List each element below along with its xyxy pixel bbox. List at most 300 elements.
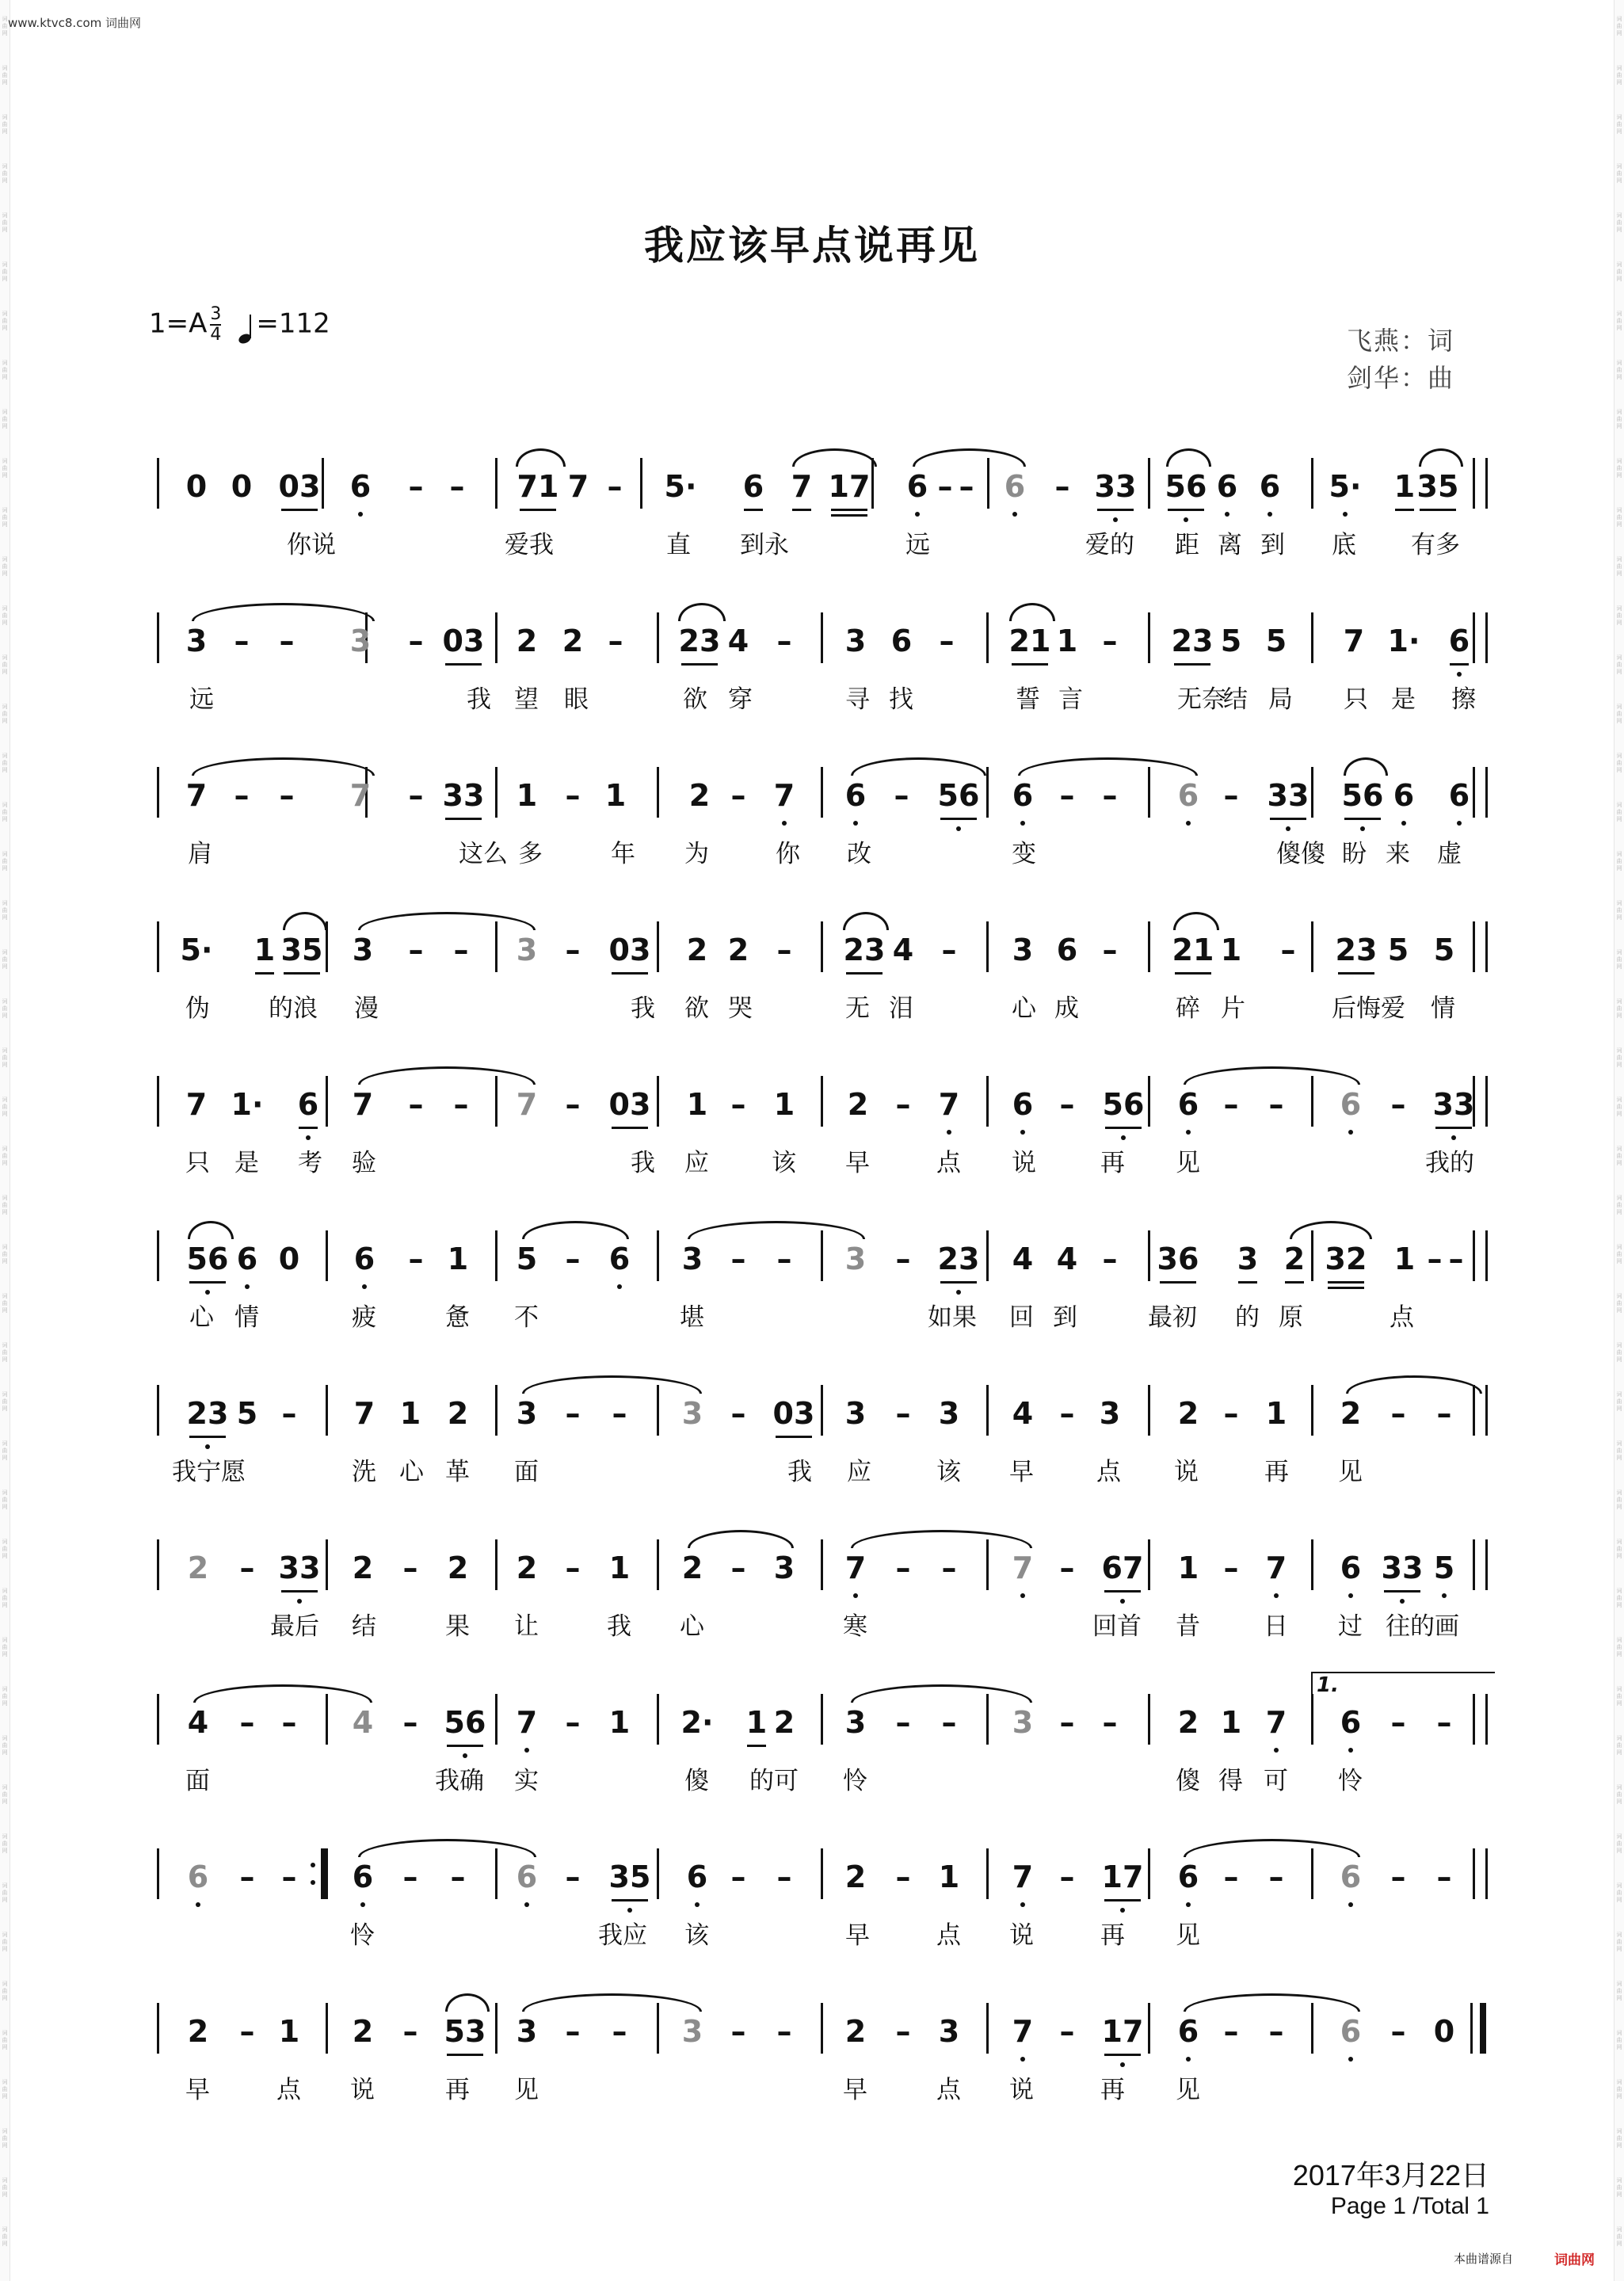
jianpu-note: 2 [773,1705,795,1740]
bar-line [986,1076,989,1127]
underline-beam [1384,1590,1420,1593]
jianpu-note: 6 [352,1860,374,1894]
lyric-text: 昔 [1176,1612,1200,1641]
margin-watermark-char: 词 [1616,654,1622,661]
margin-watermark-char: 词 [1616,1146,1622,1152]
bar-line [1148,1848,1150,1899]
margin-watermark-char: 曲 [2,1202,8,1208]
tie-slur [1184,1066,1360,1085]
underline-beam [612,1899,648,1901]
jianpu-note: 7 [352,1087,374,1122]
tie-slur [792,448,877,467]
underline-beam [1338,972,1374,975]
low-octave-dot [360,1902,365,1907]
jianpu-note: 6 [1259,469,1281,504]
jianpu-note: 3 [681,2014,703,2049]
bar-line [1485,1076,1488,1127]
lyric-text: 傻 [684,1767,709,1795]
underline-beam [189,1436,226,1438]
tie-slur [1166,448,1211,467]
bar-line [157,1539,159,1590]
lyric-text: 见 [1338,1458,1363,1486]
tie-slur [1173,912,1219,930]
bar-line [821,921,823,972]
lyric-text: 爱的 [1085,531,1134,559]
lyric-text: 为 [684,840,709,868]
lyric-text: 我 [607,1612,631,1641]
jianpu-note: 35 [280,933,323,967]
margin-watermark-char: 词 [1616,1932,1622,1938]
underline-beam [284,972,320,975]
margin-watermark-char: 词 [2,1637,8,1643]
margin-watermark-char: 网 [2,816,8,822]
margin-watermark-char: 曲 [1616,1251,1622,1257]
repeat-dot [311,1863,315,1867]
margin-watermark-char: 曲 [2,2037,8,2043]
dash-note: – [1059,1396,1075,1431]
bar-line [986,1385,989,1436]
margin-watermark-char: 网 [1616,472,1622,479]
margin-watermark-char: 词 [2,2079,8,2085]
lyric-text: 你说 [287,531,336,559]
margin-watermark-char: 曲 [1616,1104,1622,1110]
underline-beam [281,1590,318,1593]
site-header[interactable]: www.ktvc8.com 词曲网 [8,16,142,30]
dash-note: – [1390,1087,1406,1122]
margin-watermark-char: 网 [1616,1553,1622,1559]
underline-beam [445,818,482,820]
margin-watermark-char: 曲 [1616,1202,1622,1208]
bar-line [821,1539,823,1590]
lyric-text: 结 [1223,685,1248,714]
bar-line [821,1848,823,1899]
margin-watermark-char: 词 [2,2177,8,2184]
jianpu-note: 2 [681,1551,703,1585]
jianpu-note: 7 [516,1087,538,1122]
jianpu-note: 1 [1220,933,1242,967]
margin-watermark-char: 曲 [2,1398,8,1405]
low-octave-dot [853,1593,858,1598]
margin-watermark-char: 曲 [1616,662,1622,668]
dash-note: – [565,1705,581,1740]
lyric-text: 只 [1344,685,1368,714]
lyric-text: 点 [936,1921,961,1950]
margin-watermark-char: 词 [1616,1981,1622,1987]
underline-beam [1344,818,1381,820]
underline-beam [445,663,482,666]
low-octave-dot [1348,1902,1353,1907]
dash-note: – [565,1087,581,1122]
low-octave-dot [1186,2057,1191,2062]
margin-watermark-char: 词 [1616,1440,1622,1447]
margin-watermark-char: 曲 [2,1055,8,1061]
jianpu-note: 5 [1433,933,1455,967]
margin-watermark-char: 网 [1616,1307,1622,1314]
margin-watermark-char: 词 [2,1981,8,1987]
margin-watermark-char: 词 [2,1882,8,1889]
margin-watermark-char: 词 [1616,212,1622,219]
margin-watermark-char: 曲 [2,1693,8,1699]
lyric-text: 面 [514,1458,539,1486]
jianpu-note: 3 [844,1705,867,1740]
jianpu-note: 2 [1177,1396,1199,1431]
low-octave-dot [524,1748,529,1753]
margin-watermark-char: 词 [2,114,8,120]
tie-slur [522,1375,702,1394]
tie-slur [1184,1993,1360,2012]
margin-watermark-char: 词 [1616,1686,1622,1692]
bar-line [1485,1539,1488,1590]
lyric-text: 虚 [1437,840,1462,868]
dash-note: – [894,778,909,813]
tie-slur [358,1839,536,1857]
bar-line [157,1385,159,1436]
dash-note: – [939,624,955,658]
jianpu-note: 1 [399,1396,421,1431]
jianpu-note: 0 [185,469,208,504]
jianpu-note: 6 [236,1242,258,1276]
jianpu-note: 23 [1171,624,1214,658]
tie-slur [358,912,536,930]
dash-note: – [608,624,623,658]
dash-note: – [239,1551,255,1585]
margin-watermark-char: 曲 [1616,1546,1622,1552]
margin-watermark-char: 词 [1616,2226,1622,2233]
margin-watermark-char: 曲 [1616,1055,1622,1061]
lyric-text: 得 [1218,1767,1243,1795]
bar-line [1311,921,1313,972]
margin-watermark-char: 网 [2,1406,8,1412]
jianpu-note: 03 [608,1087,651,1122]
lyric-text: 不 [514,1303,539,1332]
margin-watermark-char: 网 [2,2191,8,2198]
margin-watermark-char: 网 [1616,1700,1622,1707]
jianpu-note: 6 [1216,469,1238,504]
lyric-text: 应 [847,1458,871,1486]
jianpu-note: 2 [187,1551,209,1585]
right-margin-strip [1614,0,1624,2281]
low-octave-dot [1184,517,1188,522]
bar-line [657,1076,659,1127]
margin-watermark-char: 曲 [1616,563,1622,570]
margin-watermark-char: 网 [2,2093,8,2100]
margin-watermark-char: 网 [1616,620,1622,626]
dash-note: – [565,1242,581,1276]
margin-watermark-char: 网 [1616,1848,1622,1854]
dash-note: – [450,1860,466,1894]
bar-line [326,1539,328,1590]
date-stamp: 2017年3月22日 [1292,2159,1489,2191]
lyric-text: 后悔爱 [1332,994,1405,1023]
jianpu-note: 17 [1101,1860,1144,1894]
low-octave-dot [695,1902,700,1907]
low-octave-dot [1020,1130,1025,1135]
underline-beam [747,1745,766,1747]
margin-watermark-char: 网 [2,570,8,577]
dash-note: – [234,778,250,813]
margin-watermark-char: 曲 [2,269,8,275]
jianpu-note: 35 [608,1860,651,1894]
final-bar-thin-line [1470,2003,1473,2054]
margin-watermark-char: 词 [1616,605,1622,612]
lyric-text: 无 [845,994,870,1023]
margin-watermark-char: 网 [1616,914,1622,921]
bar-line [1485,458,1488,509]
jianpu-note: 71 [517,469,559,504]
jianpu-note: 1 [604,778,627,813]
lyric-text: 点 [1390,1303,1414,1332]
low-octave-dot [1121,1135,1126,1140]
margin-watermark-char: 网 [2,1946,8,1952]
margin-watermark-char: 词 [2,1784,8,1791]
jianpu-note: 7 [938,1087,960,1122]
dash-note: – [1102,933,1118,967]
dash-note: – [408,1087,424,1122]
margin-watermark-char: 词 [2,949,8,956]
margin-watermark-char: 曲 [2,1988,8,1994]
low-octave-dot [358,512,363,517]
lyric-text: 爱我 [505,531,554,559]
key-label: 1=A [149,307,208,340]
jianpu-note: 6 [1012,1087,1034,1122]
margin-watermark-char: 词 [2,2030,8,2036]
margin-watermark-char: 网 [2,1013,8,1019]
margin-watermark-char: 词 [2,753,8,759]
lyric-text: 回 [1009,1303,1034,1332]
margin-watermark-char: 网 [2,177,8,184]
bar-line [495,612,497,663]
margin-watermark-char: 网 [2,1504,8,1510]
margin-watermark-char: 词 [2,556,8,563]
jianpu-note: 5 [1433,1551,1455,1585]
lyric-text: 我 [631,994,655,1023]
jianpu-note: 3 [349,624,372,658]
bar-line [495,1385,497,1436]
low-octave-dot [463,1753,467,1758]
underline-beam [299,1127,318,1129]
margin-watermark-char: 曲 [2,1153,8,1159]
jianpu-note: 7 [516,1705,538,1740]
lyric-text: 无奈 [1177,685,1226,714]
jianpu-note: 3 [844,624,867,658]
margin-watermark-char: 曲 [2,1104,8,1110]
underline-beam [831,514,867,517]
jianpu-note: 67 [1101,1551,1144,1585]
margin-watermark-char: 网 [1616,423,1622,429]
bar-line [157,921,159,972]
bar-line [1473,1694,1475,1745]
jianpu-note: 4 [187,1705,209,1740]
lyric-text: 伪 [185,994,210,1023]
margin-watermark-char: 网 [2,1258,8,1264]
tie-slur [193,1684,372,1703]
dash-note: – [612,1396,627,1431]
margin-watermark-char: 词 [1616,1047,1622,1054]
low-octave-dot [1020,2057,1025,2062]
margin-watermark-char: 词 [2,605,8,612]
low-octave-dot [1225,512,1229,517]
underline-beam [612,972,648,975]
tie-slur [851,1530,1032,1548]
lyric-text: 底 [1332,531,1356,559]
margin-watermark-char: 网 [2,1798,8,1805]
dash-note: – [408,624,424,658]
margin-watermark-char: 词 [1616,1588,1622,1594]
bar-line [1148,1230,1150,1281]
margin-watermark-char: 网 [2,1995,8,2001]
margin-watermark-char: 词 [1616,16,1622,22]
jianpu-note: 3 [1237,1242,1259,1276]
lyric-text: 说 [1012,1149,1036,1177]
margin-watermark-char: 网 [1616,1258,1622,1264]
dash-note: – [1102,1705,1118,1740]
lyric-text: 的 [1235,1303,1260,1332]
bar-line [821,612,823,663]
jianpu-note: 2 [844,2014,867,2049]
left-margin-strip [0,0,10,2281]
volta-number: 1. [1317,1673,1339,1697]
jianpu-note: 1 [1177,1551,1199,1585]
margin-watermark-char: 网 [1616,374,1622,380]
margin-watermark-char: 网 [2,2142,8,2149]
jianpu-note: 7 [567,469,589,504]
jianpu-note: 6 [1393,778,1415,813]
low-octave-dot [956,826,961,831]
lyric-text: 誓 [1016,685,1040,714]
lyric-text: 早 [845,1149,870,1177]
jianpu-note: 21 [1172,933,1214,967]
lyric-text: 见 [514,2076,539,2104]
margin-watermark-char: 词 [1616,1293,1622,1299]
bar-line [1148,921,1150,972]
margin-watermark-char: 词 [1616,2128,1622,2134]
tie-slur [678,603,726,621]
jianpu-note: 2 [187,2014,209,2049]
margin-watermark-char: 曲 [1616,907,1622,914]
low-octave-dot [1012,512,1017,517]
bar-line [986,2003,989,2054]
underline-beam [1435,1127,1472,1129]
jianpu-note: 7 [1265,1551,1287,1585]
tie-slur [913,448,1026,467]
jianpu-note: 7 [791,469,813,504]
lyric-text: 擦 [1451,685,1476,714]
margin-watermark-char: 网 [2,276,8,282]
margin-watermark-char: 网 [2,620,8,626]
margin-watermark-char: 网 [2,865,8,872]
dash-note: – [1390,1396,1406,1431]
margin-watermark-char: 词 [1616,2030,1622,2036]
margin-watermark-char: 曲 [1616,2184,1622,2191]
low-octave-dot [915,512,920,517]
margin-watermark-char: 曲 [2,23,8,29]
jianpu-note: 6 [844,778,867,813]
margin-watermark-char: 曲 [2,809,8,815]
dash-note: – [730,2014,746,2049]
jianpu-note: 0 [231,469,253,504]
jianpu-note: 3 [516,2014,538,2049]
margin-watermark-char: 词 [1616,851,1622,857]
lyric-text: 点 [936,1149,961,1177]
margin-watermark-char: 词 [2,1686,8,1692]
margin-watermark-char: 词 [1616,1244,1622,1250]
margin-watermark-char: 词 [1616,114,1622,120]
jianpu-note: 5 [1265,624,1287,658]
margin-watermark-char: 词 [2,900,8,906]
margin-watermark-char: 词 [1616,458,1622,464]
tempo-value: =112 [256,307,330,340]
jianpu-note: 2 [562,624,584,658]
bar-line [657,1230,659,1281]
lyric-text: 盼 [1342,840,1367,868]
lyric-text: 远 [905,531,930,559]
dash-note: – [239,1705,255,1740]
margin-watermark-char: 网 [2,423,8,429]
lyric-text: 傻 [1176,1767,1200,1795]
jianpu-note: 2 [844,1860,867,1894]
bar-line [1311,1694,1313,1745]
underline-beam [612,1127,648,1129]
margin-watermark-char: 网 [1616,521,1622,528]
lyric-text: 原 [1279,1303,1303,1332]
underline-beam [1174,663,1210,666]
source-site-logo[interactable]: 词曲网 [1554,2252,1595,2268]
underline-beam [940,818,977,820]
bar-line [986,1848,989,1899]
dash-note: – [279,624,295,658]
margin-watermark-char: 曲 [2,612,8,619]
bar-line [986,921,989,972]
margin-watermark-char: 词 [2,1097,8,1103]
lyric-text: 让 [514,1612,539,1641]
underline-beam [846,972,883,975]
dash-note: – [281,1396,297,1431]
repeat-bar-line [321,1848,327,1899]
margin-watermark-char: 曲 [1616,318,1622,324]
underline-beam [1097,509,1134,511]
jianpu-note: 33 [278,1551,321,1585]
low-octave-dot [947,1130,951,1135]
lyric-text: 心 [189,1303,214,1332]
margin-watermark-char: 曲 [1616,23,1622,29]
dash-note: – [1268,2014,1284,2049]
jianpu-note: 4 [1012,1396,1034,1431]
margin-watermark-char: 网 [2,521,8,528]
jianpu-note: 5 [516,1242,538,1276]
lyric-text: 结 [352,1612,376,1641]
margin-watermark-char: 词 [1616,311,1622,317]
jianpu-note: 7 [185,1087,208,1122]
margin-watermark-char: 曲 [1616,858,1622,864]
lyric-text: 是 [234,1149,259,1177]
margin-watermark-char: 网 [1616,718,1622,724]
jianpu-note: 1 [938,1860,960,1894]
margin-watermark-char: 词 [1616,2177,1622,2184]
margin-watermark-char: 曲 [1616,2135,1622,2142]
margin-watermark-char: 曲 [2,1890,8,1896]
low-octave-dot [1020,1593,1025,1598]
lyric-text: 说 [1174,1458,1199,1486]
dash-note: – [895,1087,911,1122]
margin-watermark-char: 网 [2,669,8,675]
margin-watermark-char: 词 [1616,507,1622,513]
jianpu-note: 6 [1177,2014,1199,2049]
margin-watermark-char: 网 [1616,2044,1622,2050]
dash-note: – [895,2014,911,2049]
underline-beam [940,1281,977,1284]
bar-line [495,458,497,509]
margin-watermark-char: 网 [1616,1651,1622,1657]
